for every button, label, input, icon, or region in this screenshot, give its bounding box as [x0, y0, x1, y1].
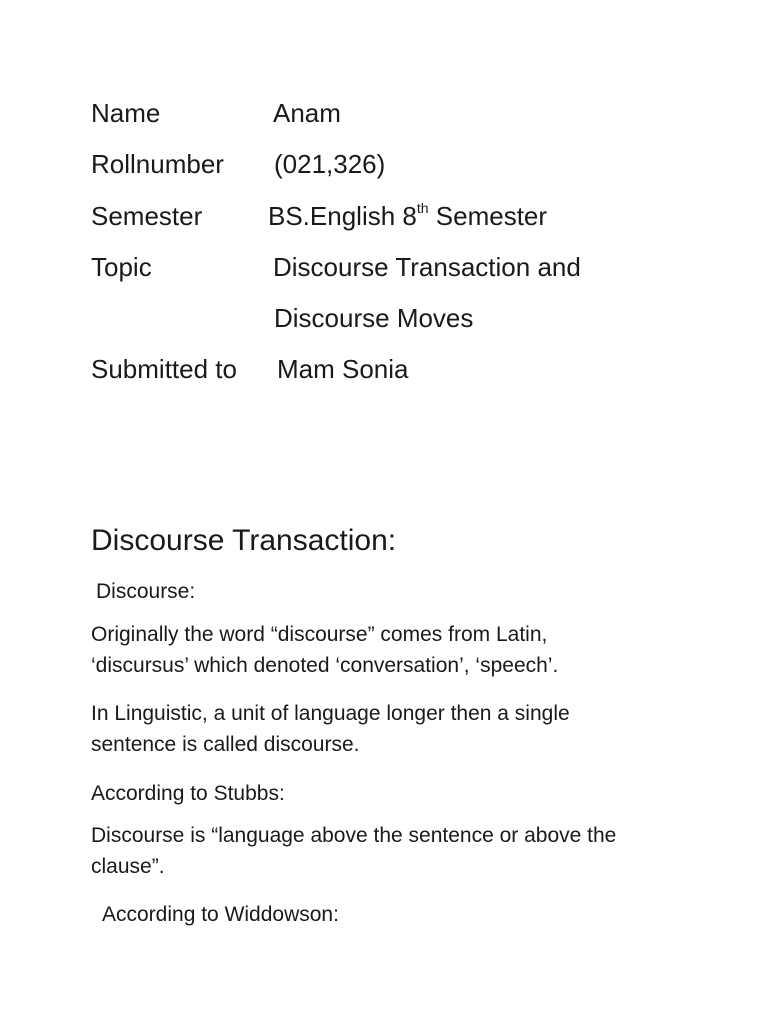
paragraph-origin-line-2: ‘discursus’ which denoted ‘conversation’, ‘speech’. — [91, 654, 559, 677]
topic-value-line-1: Discourse Transaction and — [273, 252, 581, 282]
section-subheading: Discourse: — [96, 580, 196, 603]
roll-number-value: (021,326) — [274, 149, 386, 179]
paragraph-stubbs-quote-line-1: Discourse is “language above the sentence or above the — [91, 824, 617, 847]
semester-value — [268, 200, 547, 232]
paragraph-origin-line-1: Originally the word “discourse” comes from Latin, — [91, 623, 548, 646]
roll-number-row — [91, 148, 386, 180]
section-heading: Discourse Transaction: — [91, 524, 397, 557]
semester-superscript: th — [416, 200, 429, 216]
paragraph-widdowson-heading: According to Widdowson: — [102, 903, 339, 926]
semester-label: Semester — [91, 201, 203, 231]
name-value: Anam — [273, 98, 341, 128]
submitted-to-value: Mam Sonia — [277, 354, 409, 384]
submitted-to-row — [91, 353, 409, 385]
paragraph-linguistic-line-1: In Linguistic, a unit of language longer then a single — [91, 702, 570, 725]
topic-row — [91, 251, 581, 283]
paragraph-linguistic — [91, 698, 570, 760]
topic-value-line-2: Discourse Moves — [274, 303, 474, 333]
semester-suffix: Semester — [428, 201, 548, 231]
name-row — [91, 97, 341, 129]
paragraph-linguistic-line-2: sentence is called discourse. — [91, 733, 360, 756]
semester-prefix: BS.English 8 — [268, 201, 417, 231]
roll-number-label: Rollnumber — [91, 149, 224, 179]
paragraph-stubbs-quote-line-2: clause”. — [91, 855, 165, 878]
topic-label: Topic — [91, 252, 152, 282]
paragraph-stubbs-heading: According to Stubbs: — [91, 782, 285, 805]
name-label: Name — [91, 98, 161, 128]
paragraph-origin — [91, 619, 558, 681]
paragraph-stubbs-quote — [91, 820, 616, 882]
semester-row — [91, 200, 548, 232]
submitted-to-label: Submitted to — [91, 354, 237, 384]
